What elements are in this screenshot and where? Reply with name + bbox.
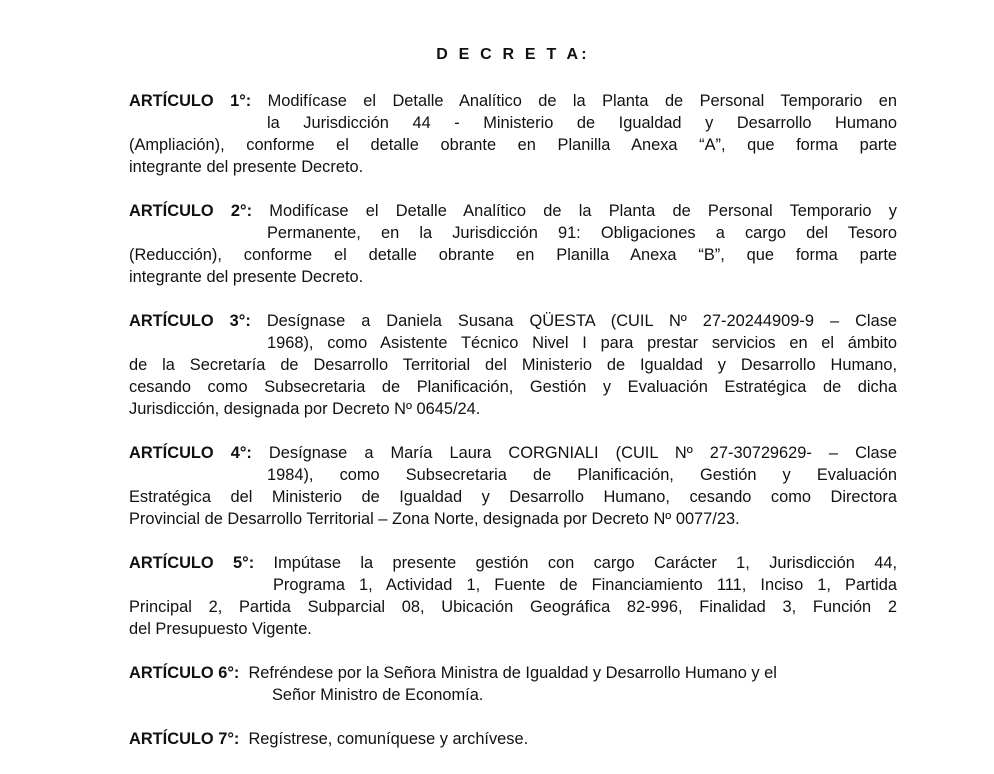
article-text: Modifícase el Detalle Analítico de la Planta de Personal Temporario en [267,92,898,110]
article-line: Programa 1, Actividad 1, Fuente de Financiamiento 111, Inciso 1, Partida [273,576,897,594]
article-label: ARTÍCULO 1°: [129,92,252,110]
article-line: Permanente, en la Jurisdicción 91: Obligaciones a cargo del Tesoro [267,224,897,242]
article-2 [129,200,897,288]
article-5 [129,552,897,640]
article-line [129,90,897,112]
article-line: de la Secretaría de Desarrollo Territorial del Ministerio de Igualdad y Desarrollo Humano, [129,356,897,374]
article-line: Señor Ministro de Economía. [272,686,484,704]
article-line: integrante del presente Decreto. [129,158,364,176]
article-text: Modifícase el Detalle Analítico de la Planta de Personal Temporario y [269,202,897,220]
article-line: (Reducción), conforme el detalle obrante en Planilla Anexa “B”, que forma parte [129,246,897,264]
article-label: ARTÍCULO 6°: [129,664,240,682]
article-1 [129,90,897,178]
article-line [129,200,897,222]
article-line: Estratégica del Ministerio de Igualdad y Desarrollo Humano, cesando como Directora [129,488,897,506]
article-line: Jurisdicción, designada por Decreto Nº 0645/24. [129,400,481,418]
article-text: Refréndese por la Señora Ministra de Igualdad y Desarrollo Humano y el [248,664,777,682]
article-4 [129,442,897,530]
article-line: integrante del presente Decreto. [129,268,364,286]
article-label: ARTÍCULO 5°: [129,554,255,572]
decree-heading: D E C R E T A: [436,46,590,63]
article-label: ARTÍCULO 2°: [129,202,253,220]
article-line [129,662,897,684]
article-6 [129,662,897,706]
article-7 [129,728,897,750]
article-line: del Presupuesto Vigente. [129,620,312,638]
article-line: (Ampliación), conforme el detalle obrante en Planilla Anexa “A”, que forma parte [129,136,897,154]
article-line: la Jurisdicción 44 - Ministerio de Igualdad y Desarrollo Humano [267,114,897,132]
article-label: ARTÍCULO 3°: [129,312,251,330]
article-line [129,552,897,574]
article-line: 1984), como Subsecretaria de Planificación, Gestión y Evaluación [267,466,897,484]
article-label: ARTÍCULO 4°: [129,444,252,462]
article-label: ARTÍCULO 7°: [129,730,240,748]
article-3 [129,310,897,420]
article-text: Regístrese, comuníquese y archívese. [248,730,529,748]
article-text: Desígnase a Daniela Susana QÜESTA (CUIL Nº 27-20244909-9 – Clase [266,312,897,330]
article-text: Desígnase a María Laura CORGNIALI (CUIL Nº 27-30729629- – Clase [268,444,897,462]
article-line: Principal 2, Partida Subparcial 08, Ubicación Geográfica 82-996, Finalidad 3, Función 2 [129,598,897,616]
article-text: Impútase la presente gestión con cargo Carácter 1, Jurisdicción 44, [273,554,897,572]
article-line: cesando como Subsecretaria de Planificación, Gestión y Evaluación Estratégica de dicha [129,378,897,396]
article-line [129,728,897,750]
article-line: Provincial de Desarrollo Territorial – Zona Norte, designada por Decreto Nº 0077/23. [129,510,740,528]
article-line [129,442,897,464]
article-line [129,310,897,332]
article-line: 1968), como Asistente Técnico Nivel I para prestar servicios en el ámbito [267,334,897,352]
